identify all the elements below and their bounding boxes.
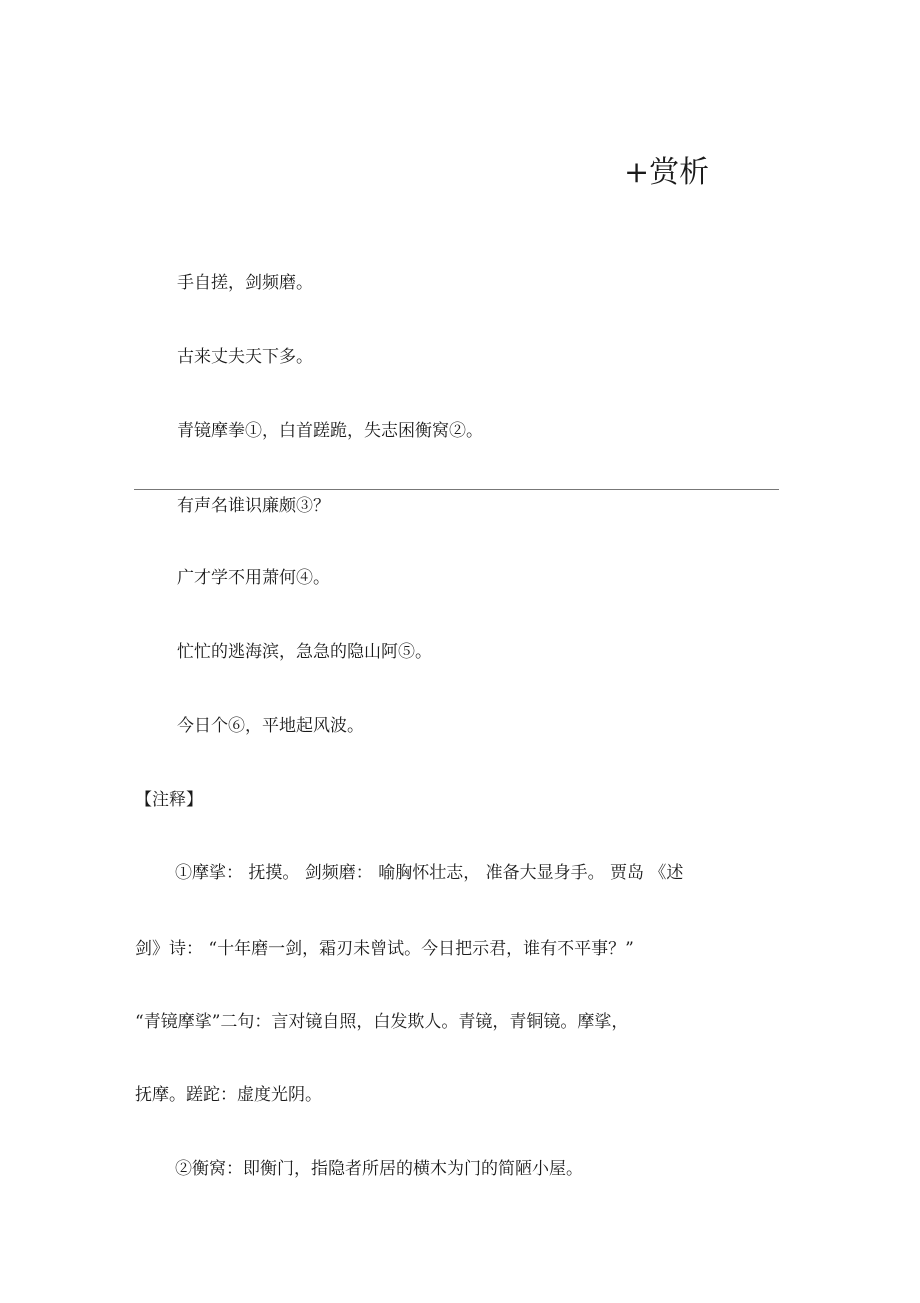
verse-line-4: 有声名谁识廉颇③？ bbox=[177, 496, 330, 516]
horizontal-rule bbox=[134, 489, 779, 490]
note-line-2: 剑》诗： “十年磨一剑，霜刃未曾试。今日把示君，谁有不平事？” bbox=[135, 939, 634, 959]
verse-line-3: 青镜摩拳①，白首蹉跪，失志困衡窝②。 bbox=[177, 421, 483, 441]
note-line-4: 抚摩。蹉跎：虚度光阴。 bbox=[135, 1085, 322, 1105]
verse-line-6: 忙忙的逃海滨，急急的隐山阿⑤。 bbox=[177, 642, 432, 662]
note-line-1: ①摩挲： 抚摸。 剑频磨： 喻胸怀壮志， 准备大显身手。 贾岛 《述 bbox=[175, 863, 684, 883]
verse-line-7: 今日个⑥，平地起风波。 bbox=[177, 716, 364, 736]
document-title: +赏析 bbox=[624, 155, 710, 190]
note-line-5: ②衡窝：即衡门，指隐者所居的横木为门的简陋小屋。 bbox=[175, 1159, 583, 1179]
note-line-3: “青镜摩挲”二句：言对镜自照，白发欺人。青镜，青铜镜。摩挲， bbox=[135, 1012, 629, 1032]
notes-heading: 【注释】 bbox=[135, 790, 203, 810]
verse-line-2: 古来丈夫天下多。 bbox=[177, 347, 313, 367]
verse-line-5: 广才学不用萧何④。 bbox=[177, 568, 330, 588]
verse-line-1: 手自搓，剑频磨。 bbox=[177, 273, 313, 293]
